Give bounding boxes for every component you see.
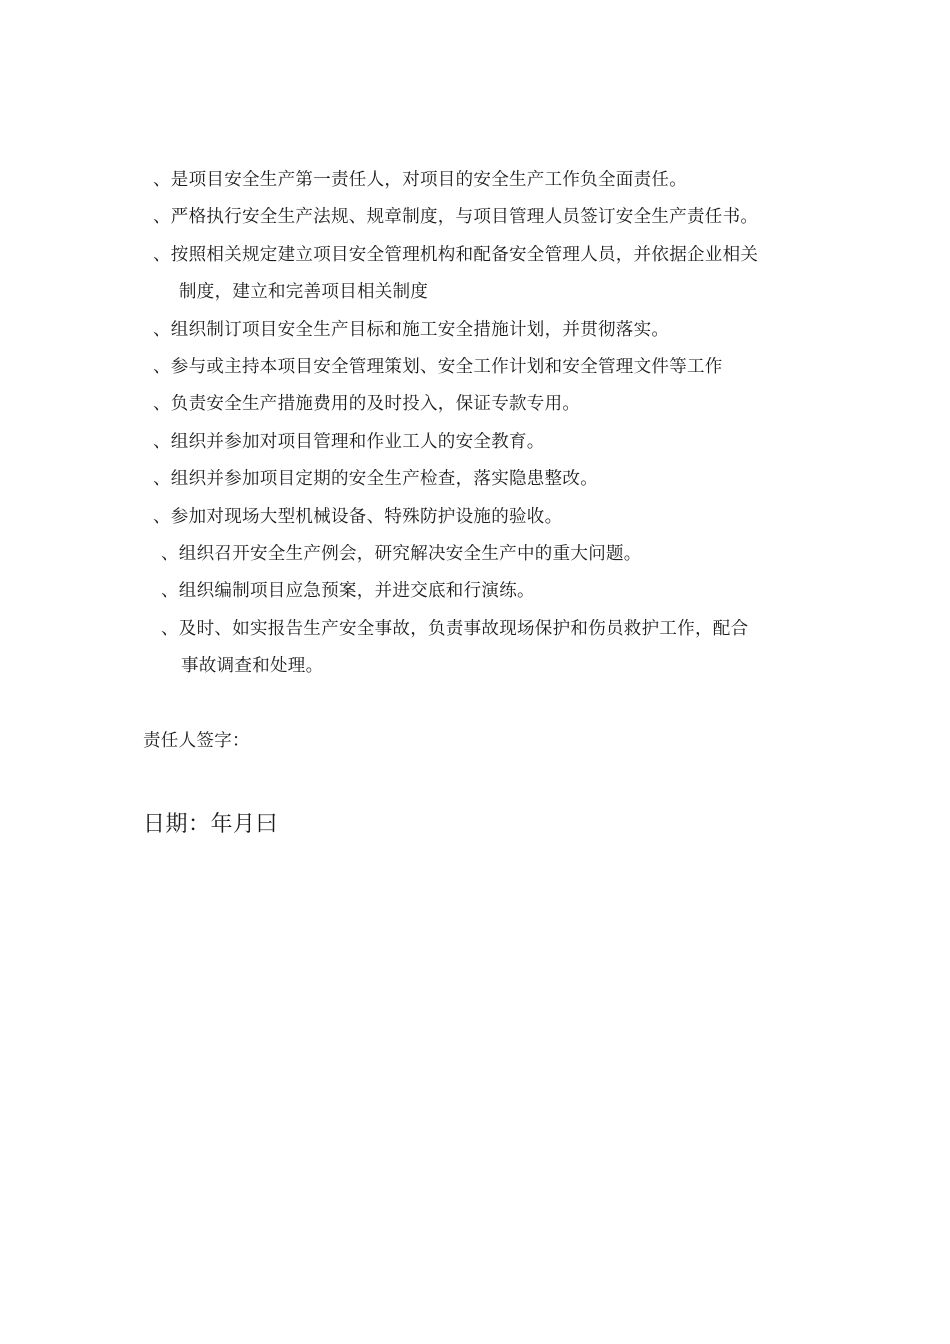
duty-text: 、及时、如实报告生产安全事故，负责事故现场保护和伤员救护工作，配合 bbox=[161, 618, 749, 639]
signature-label: 责任人签字： bbox=[143, 731, 250, 751]
duty-text: 、严格执行安全生产法规、规章制度，与项目管理人员签订安全生产责任书。 bbox=[153, 207, 759, 228]
duty-item bbox=[153, 461, 833, 498]
duty-item bbox=[153, 386, 833, 423]
duty-item bbox=[153, 199, 833, 236]
duty-text: 、参与或主持本项目安全管理策划、安全工作计划和安全管理文件等工作 bbox=[153, 357, 723, 378]
duty-text-continuation: 制度，建立和完善项目相关制度 bbox=[179, 282, 429, 303]
duty-item bbox=[153, 162, 833, 199]
duty-item bbox=[153, 499, 833, 536]
duty-text: 、负责安全生产措施费用的及时投入，保证专款专用。 bbox=[153, 394, 581, 415]
duty-text: 、组织并参加项目定期的安全生产检查，落实隐患整改。 bbox=[153, 469, 598, 490]
duty-text: 、组织编制项目应急预案，并进交底和行演练。 bbox=[161, 581, 535, 602]
duty-item bbox=[153, 536, 833, 573]
duty-item bbox=[153, 237, 833, 312]
duty-text-continuation: 事故调查和处理。 bbox=[181, 656, 324, 677]
duty-text: 、组织召开安全生产例会，研究解决安全生产中的重大问题。 bbox=[161, 544, 642, 565]
duty-text: 、组织制订项目安全生产目标和施工安全措施计划，并贯彻落实。 bbox=[153, 319, 670, 340]
duty-list bbox=[153, 162, 833, 686]
duty-item bbox=[153, 573, 833, 610]
date-label: 日期：年月曰 bbox=[143, 812, 279, 837]
duty-item bbox=[153, 424, 833, 461]
duty-text: 、是项目安全生产第一责任人，对项目的安全生产工作负全面责任。 bbox=[153, 170, 687, 190]
duty-item bbox=[153, 611, 833, 686]
duty-text: 、组织并参加对项目管理和作业工人的安全教育。 bbox=[153, 431, 545, 452]
duty-text: 、按照相关规定建立项目安全管理机构和配备安全管理人员，并依据企业相关 bbox=[153, 244, 759, 265]
duty-item bbox=[153, 312, 833, 349]
duty-text: 、参加对现场大型机械设备、特殊防护设施的验收。 bbox=[153, 506, 563, 527]
duty-item bbox=[153, 349, 833, 386]
